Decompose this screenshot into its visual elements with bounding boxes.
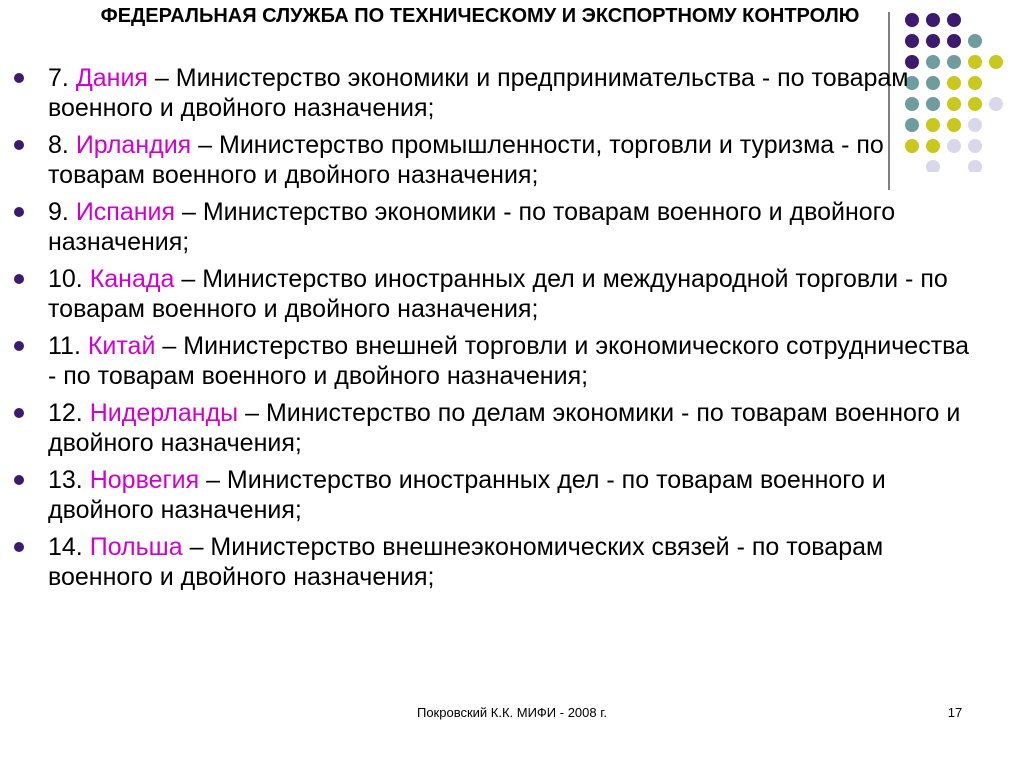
item-text: – Министерство внешнеэкономических связей - по товарам военного и двойного назначения; bbox=[48, 533, 884, 591]
list-item bbox=[14, 264, 974, 324]
item-text: – Министерство по делам экономики - по товарам военного и двойного назначения; bbox=[48, 399, 961, 457]
country-name: Ирландия bbox=[75, 131, 192, 159]
page-number: 17 bbox=[947, 705, 963, 720]
item-text: – Министерство иностранных дел - по товарам военного и двойного назначения; bbox=[48, 466, 886, 524]
slide-title: ФЕДЕРАЛЬНАЯ СЛУЖБА ПО ТЕХНИЧЕСКОМУ И ЭКСПОРТНОМУ КОНТРОЛЮ bbox=[100, 5, 860, 27]
decorative-dot bbox=[947, 13, 961, 27]
footer-author: Покровский К.К. МИФИ - 2008 г. bbox=[416, 705, 608, 720]
decorative-dot bbox=[989, 55, 1003, 69]
list-item bbox=[14, 465, 974, 525]
item-number: 10. bbox=[48, 265, 83, 293]
footer bbox=[0, 705, 1024, 725]
bullet-icon bbox=[14, 274, 24, 284]
country-name: Канада bbox=[89, 265, 175, 293]
decorative-dot bbox=[926, 13, 940, 27]
decorative-dot bbox=[989, 97, 1003, 111]
item-text: – Министерство экономики и предпринимательства - по товарам военного и двойного назначения; bbox=[48, 64, 909, 122]
item-number: 14. bbox=[48, 533, 83, 561]
item-number: 13. bbox=[48, 466, 83, 494]
bullet-icon bbox=[14, 207, 24, 217]
country-name: Китай bbox=[87, 332, 156, 360]
item-number: 12. bbox=[48, 399, 83, 427]
bullet-icon bbox=[14, 341, 24, 351]
bullet-icon bbox=[14, 140, 24, 150]
item-number: 11. bbox=[48, 332, 81, 360]
list-item bbox=[14, 63, 974, 123]
item-text: – Министерство промышленности, торговли и туризма - по товарам военного и двойного назначения; bbox=[48, 131, 884, 189]
country-name: Польша bbox=[89, 533, 183, 561]
decorative-dot bbox=[926, 34, 940, 48]
list-item bbox=[14, 532, 974, 592]
bullet-icon bbox=[14, 542, 24, 552]
bullet-icon bbox=[14, 475, 24, 485]
agency-list bbox=[14, 63, 974, 599]
item-number: 8. bbox=[48, 131, 69, 159]
list-item bbox=[14, 331, 974, 391]
country-name: Испания bbox=[75, 198, 176, 226]
country-name: Норвегия bbox=[89, 466, 200, 494]
item-text: – Министерство экономики - по товарам военного и двойного назначения; bbox=[48, 198, 896, 256]
list-item bbox=[14, 398, 974, 458]
country-name: Дания bbox=[75, 64, 148, 92]
item-text: – Министерство иностранных дел и международной торговли - по товарам военного и двойного назначения; bbox=[48, 265, 948, 323]
bullet-icon bbox=[14, 408, 24, 418]
item-text: – Министерство внешней торговли и экономического сотрудничества - по товарам военного и двойного назначения; bbox=[48, 332, 970, 390]
item-number: 9. bbox=[48, 198, 69, 226]
country-name: Нидерланды bbox=[89, 399, 239, 427]
bullet-icon bbox=[14, 73, 24, 83]
decorative-dot bbox=[968, 34, 982, 48]
list-item bbox=[14, 197, 974, 257]
item-number: 7. bbox=[48, 64, 69, 92]
decorative-dot bbox=[947, 34, 961, 48]
list-item bbox=[14, 130, 974, 190]
decorative-dot bbox=[905, 34, 919, 48]
